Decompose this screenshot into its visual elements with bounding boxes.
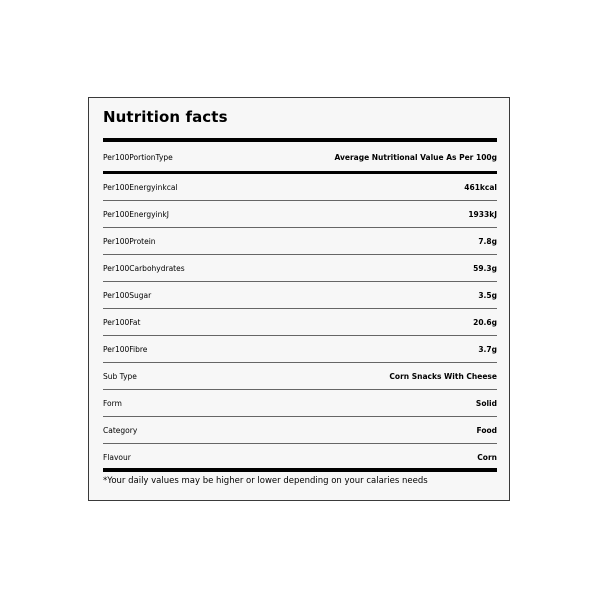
row-label: Flavour (103, 453, 131, 462)
row-value: Corn Snacks With Cheese (389, 371, 497, 381)
nutrient-row-fat (103, 309, 497, 336)
row-value: 3.5g (478, 290, 497, 300)
row-label: Per100Energyinkcal (103, 182, 178, 192)
row-label: Per100Fibre (103, 344, 148, 354)
nutrition-facts-panel (88, 97, 510, 501)
nutrient-row-energy-kj (103, 201, 497, 228)
portion-type-row (103, 143, 497, 171)
nutrient-row-sugar (103, 282, 497, 309)
row-label: Per100Fat (103, 317, 141, 327)
row-label: Per100EnergyinkJ (103, 209, 169, 219)
attribute-row-form (103, 390, 497, 417)
nutrient-row-protein (103, 228, 497, 255)
row-label: Per100Carbohydrates (103, 263, 185, 273)
row-value: 461kcal (464, 182, 497, 192)
row-label: Per100Sugar (103, 290, 152, 300)
row-value: Corn (477, 453, 497, 462)
row-value: 1933kJ (468, 209, 497, 219)
row-label: Sub Type (103, 371, 137, 381)
row-value: 20.6g (473, 317, 497, 327)
daily-values-footnote: *Your daily values may be higher or lower depending on your calaries needs (103, 476, 428, 486)
nutrient-row-carbohydrates (103, 255, 497, 282)
nutrient-rows (103, 174, 497, 471)
attribute-row-category (103, 417, 497, 444)
portion-type-label: Per100PortionType (103, 152, 173, 162)
row-value: 59.3g (473, 263, 497, 273)
nutrition-facts-title: Nutrition facts (103, 108, 228, 126)
row-value: Solid (475, 398, 497, 408)
row-value: Food (476, 425, 497, 435)
nutrient-row-fibre (103, 336, 497, 363)
bottom-divider-bar (103, 468, 497, 472)
row-label: Category (103, 425, 138, 435)
row-value: 3.7g (478, 344, 497, 354)
attribute-row-sub-type (103, 363, 497, 390)
attribute-row-flavour (103, 444, 497, 471)
nutrient-row-energy-kcal (103, 174, 497, 201)
row-value: 7.8g (478, 236, 497, 246)
top-divider-bar (103, 138, 497, 142)
portion-type-value: Average Nutritional Value As Per 100g (334, 152, 497, 162)
row-label: Per100Protein (103, 236, 156, 246)
row-label: Form (103, 398, 122, 408)
